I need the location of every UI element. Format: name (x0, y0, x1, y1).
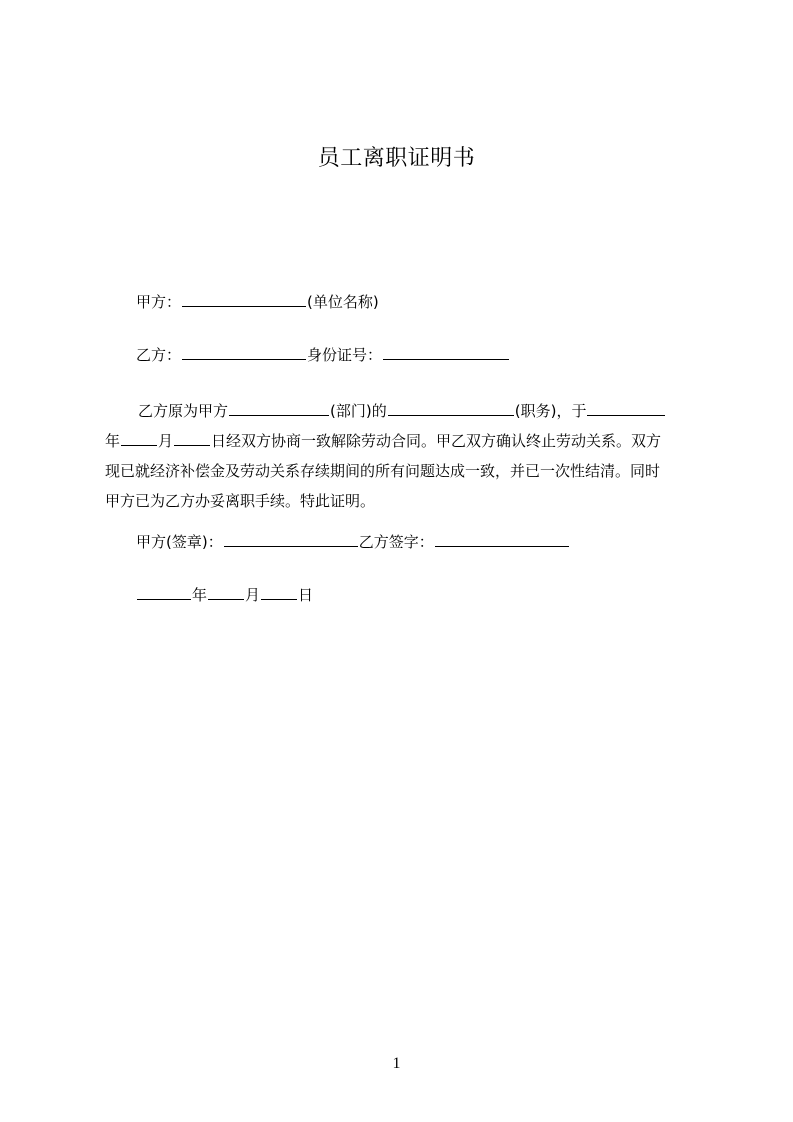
body-line-3: 现已就经济补偿金及劳动关系存续期间的所有问题达成一致，并已一次性结清。同时 (105, 462, 661, 480)
body-text-1a: 乙方原为甲方 (138, 402, 229, 420)
party-b-sign-blank[interactable] (435, 531, 569, 547)
party-b-sign-label: 乙方签字： (358, 533, 434, 551)
body-day-blank[interactable] (174, 430, 210, 446)
body-year-label: 年 (105, 432, 121, 450)
date-day-blank[interactable] (261, 584, 297, 600)
date-day-label: 日 (298, 586, 314, 604)
body-text-2: 日经双方协商一致解除劳动合同。甲乙双方确认终止劳动关系。双方 (211, 432, 662, 450)
body-text-1b: (部门)的 (330, 402, 387, 420)
party-a-hint: (单位名称) (307, 293, 379, 311)
body-month-blank[interactable] (121, 430, 157, 446)
date-year-blank[interactable] (137, 584, 191, 600)
body-paragraph (105, 396, 701, 516)
body-month-label: 月 (158, 432, 174, 450)
body-line-1 (105, 396, 701, 426)
start-year-blank[interactable] (587, 400, 665, 416)
party-b-label: 乙方： (136, 346, 182, 364)
party-b-blank[interactable] (182, 344, 306, 360)
party-b-line (136, 344, 510, 365)
party-a-sign-label: 甲方(签章)： (136, 533, 223, 551)
party-a-label: 甲方： (136, 293, 182, 311)
date-month-blank[interactable] (208, 584, 244, 600)
party-a-line (136, 291, 379, 312)
page-number: 1 (392, 1055, 401, 1072)
party-a-blank[interactable] (182, 291, 306, 307)
date-month-label: 月 (245, 586, 261, 604)
body-line-2 (105, 426, 701, 456)
body-text-1c: (职务)，于 (514, 402, 587, 420)
id-number-blank[interactable] (383, 344, 509, 360)
date-line (136, 584, 313, 605)
document-title: 员工离职证明书 (317, 146, 476, 171)
body-line-4: 甲方已为乙方办妥离职手续。特此证明。 (105, 492, 376, 510)
department-blank[interactable] (229, 400, 329, 416)
id-number-label: 身份证号： (307, 346, 383, 364)
date-year-label: 年 (192, 586, 208, 604)
party-a-sign-blank[interactable] (224, 531, 358, 547)
signature-line (136, 531, 570, 552)
position-blank[interactable] (388, 400, 514, 416)
